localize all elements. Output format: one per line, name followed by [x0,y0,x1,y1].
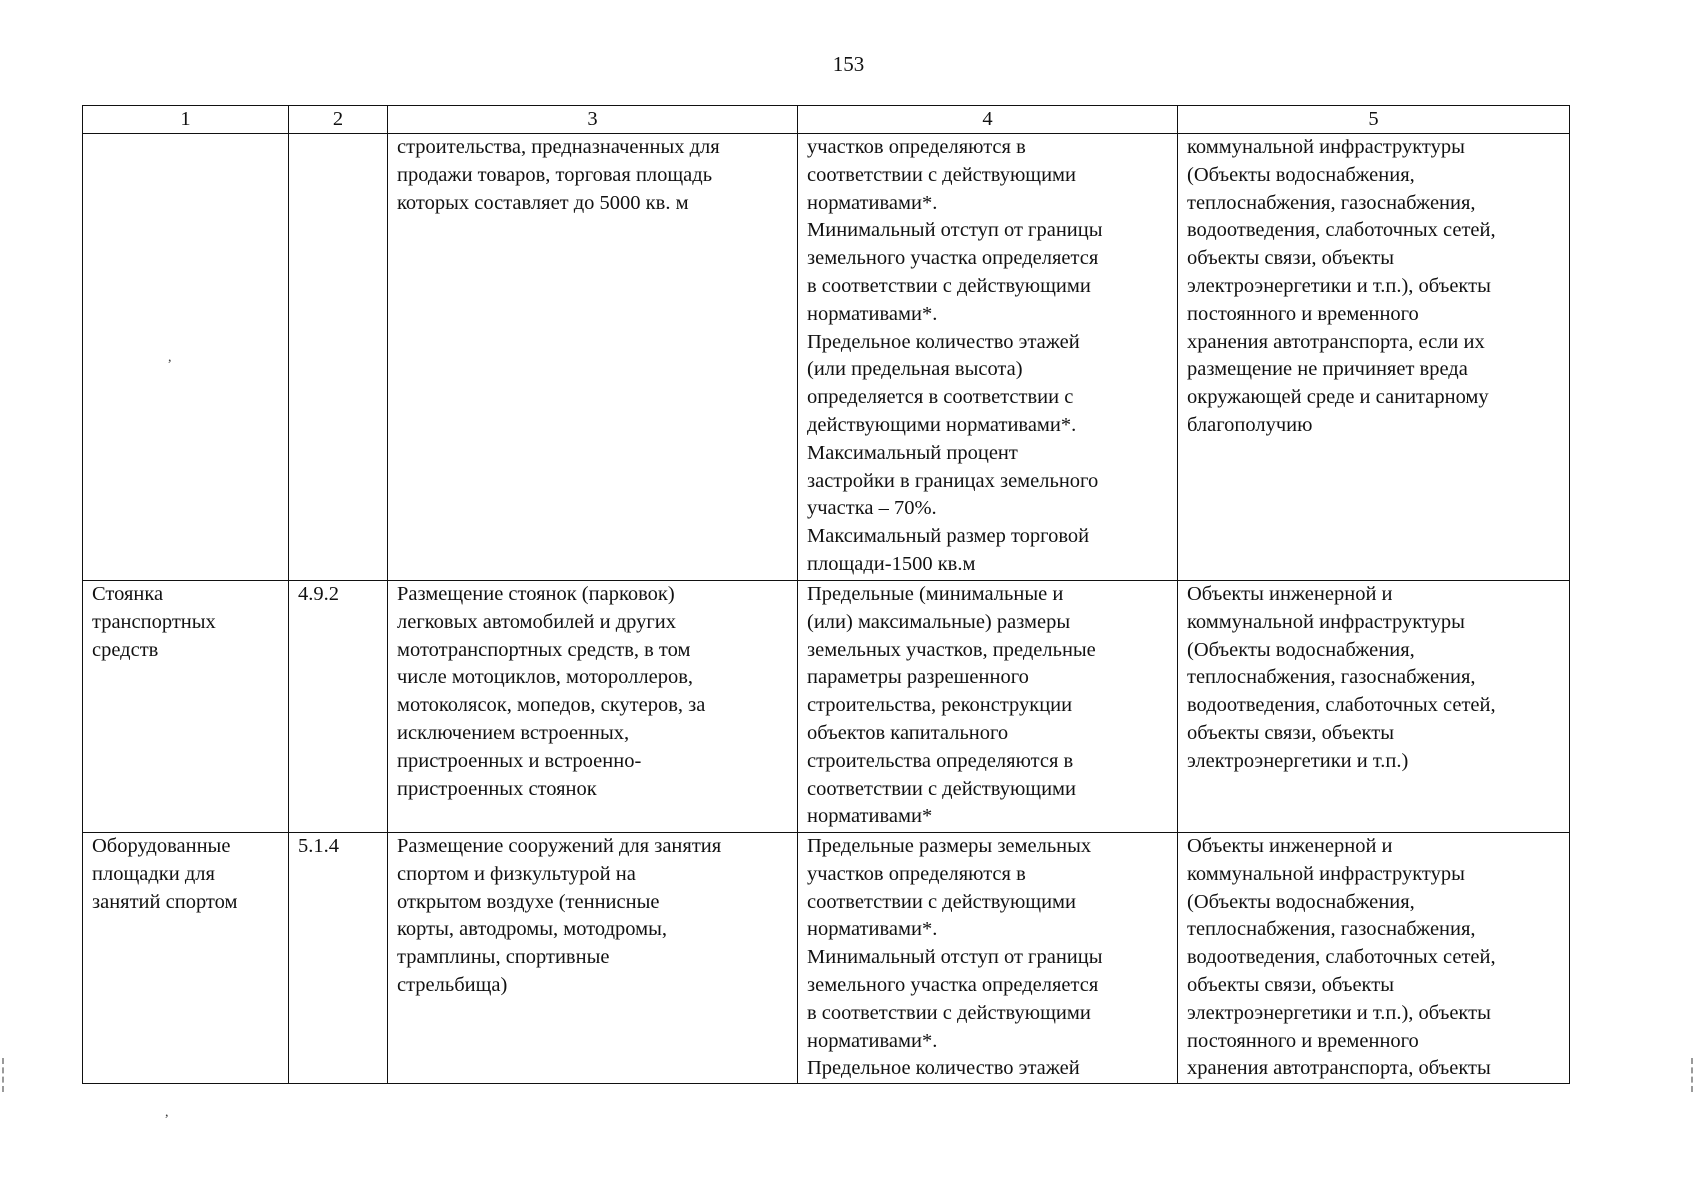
auxiliary-uses-text: коммунальной инфраструктуры (Объекты водоснабжения, теплоснабжения, газоснабжения, водоотведения, слаботочных сетей, объекты связи, объекты электроэнергетики и т.п.), объекты постоянного и временного хранения автотранспорта, если их размещение не причиняет вреда окружающей среде и санитарному благополучию [1187,136,1496,436]
use-code-text: 5.1.4 [298,835,339,857]
parameters-text: участков определяются в соответствии с действующими нормативами*. Минимальный отступ от границы земельного участка определяется в соответствии с действующими нормативами*. Предельное количество этажей (или предельная высота) определяется в соответствии с действующими нормативами*. Максимальный процент застройки в границах земельного участка – 70%. Максимальный размер торговой площади-1500 кв.м [807,136,1103,575]
use-description-text: Размещение стоянок (парковок) легковых автомобилей и других мототранспортных средств, в том числе мотоциклов, мотороллеров, мотоколясок, мопедов, скутеров, за исключением встроенных, пристроенных и встроенно- пристроенных стоянок [397,583,706,800]
cell-use-code [289,833,388,1084]
use-description-text: строительства, предназначенных для продажи товаров, торговая площадь которых составляет до 5000 кв. м [397,136,720,214]
use-code-text: 4.9.2 [298,583,339,605]
land-use-table-container [82,105,1569,1084]
cell-auxiliary-uses [1178,134,1570,581]
cell-use-description [388,833,798,1084]
use-name-text: Стоянка транспортных средств [92,583,216,661]
table-row [83,134,1570,581]
table-row [83,581,1570,833]
stray-scan-mark: , [165,1105,169,1120]
cell-parameters [798,134,1178,581]
cell-auxiliary-uses [1178,833,1570,1084]
cell-use-name [83,581,289,833]
page-number: 153 [832,52,865,76]
table-body [83,134,1570,1084]
use-description-text: Размещение сооружений для занятия спортом и физкультурой на открытом воздухе (теннисные корты, автодромы, мотодромы, трамплины, спортивные стрельбища) [397,835,722,996]
column-header-1: 1 [83,106,289,134]
scan-edge-mark-left [2,1058,6,1092]
cell-use-code [289,134,388,581]
table-header [83,106,1570,134]
cell-use-description [388,134,798,581]
stray-scan-mark: , [168,350,172,365]
column-header-3: 3 [388,106,798,134]
cell-use-name [83,833,289,1084]
use-name-text: Оборудованные площадки для занятий спортом [92,835,238,913]
parameters-text: Предельные (минимальные и (или) максимальные) размеры земельных участков, предельные параметры разрешенного строительства, реконструкции объектов капитального строительства определяются в соответствии с действующими нормативами* [807,583,1096,828]
land-use-table [82,105,1570,1084]
table-row [83,833,1570,1084]
scan-edge-mark-right [1691,1058,1695,1092]
parameters-text: Предельные размеры земельных участков определяются в соответствии с действующими нормативами*. Минимальный отступ от границы земельного участка определяется в соответствии с действующими нормативами*. Предельное количество этажей [807,835,1103,1080]
cell-use-code [289,581,388,833]
cell-use-description [388,581,798,833]
cell-parameters [798,833,1178,1084]
cell-parameters [798,581,1178,833]
column-header-2: 2 [289,106,388,134]
column-header-5: 5 [1178,106,1570,134]
cell-auxiliary-uses [1178,581,1570,833]
cell-use-name [83,134,289,581]
column-header-4: 4 [798,106,1178,134]
auxiliary-uses-text: Объекты инженерной и коммунальной инфраструктуры (Объекты водоснабжения, теплоснабжения, газоснабжения, водоотведения, слаботочных сетей, объекты связи, объекты электроэнергетики и т.п.), объекты постоянного и временного хранения автотранспорта, объекты [1187,835,1496,1080]
header-row [83,106,1570,134]
auxiliary-uses-text: Объекты инженерной и коммунальной инфраструктуры (Объекты водоснабжения, теплоснабжения, газоснабжения, водоотведения, слаботочных сетей, объекты связи, объекты электроэнергетики и т.п.) [1187,583,1496,772]
